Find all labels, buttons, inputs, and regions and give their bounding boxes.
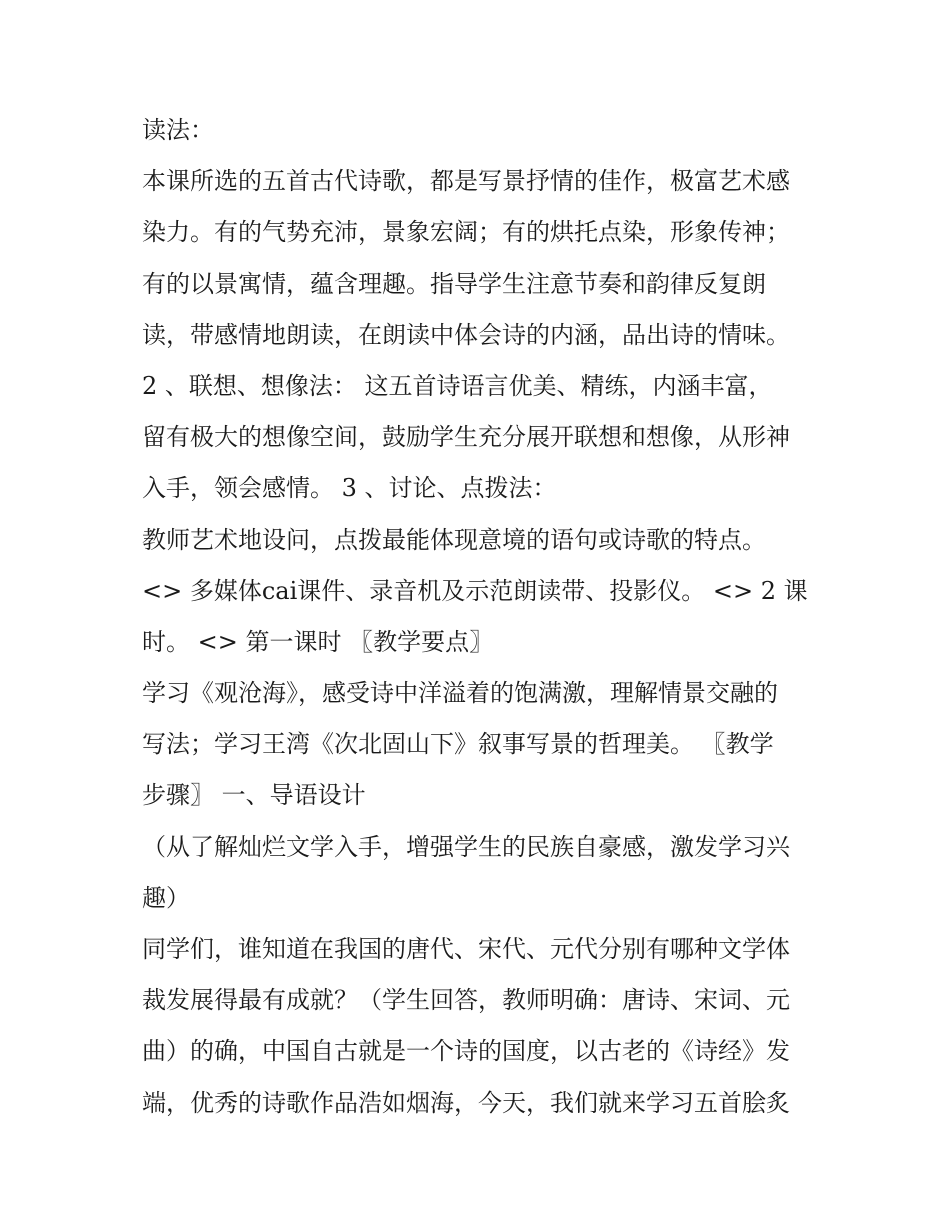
text-line: 本课所选的五首古代诗歌，都是写景抒情的佳作，极富艺术感 (142, 167, 790, 196)
text-line: （从了解灿烂文学入手，增强学生的民族自豪感，激发学习兴 (142, 832, 790, 861)
text-line: 读，带感情地朗读，在朗读中体会诗的内涵，品出诗的情味。 (142, 320, 790, 349)
text-line: 步骤〗 一、导语设计 (142, 781, 366, 810)
text-line: 读法： (142, 116, 214, 144)
text-line: 写法；学习王湾《次北固山下》叙事写景的哲理美。 〖教学 (142, 730, 774, 759)
text-line: 入手，领会感情。 3 、讨论、点拨法： (142, 474, 557, 503)
text-line: 时。 <> 第一课时 〖教学要点〗 (142, 627, 494, 656)
text-line: 同学们，谁知道在我国的唐代、宋代、元代分别有哪种文学体 (142, 935, 790, 963)
text-line: 教师艺术地设问，点拨最能体现意境的语句或诗歌的特点。 (142, 525, 766, 554)
document-body (142, 110, 822, 1134)
text-line: 端，优秀的诗歌作品浩如烟海，今天，我们就来学习五首脍炙 (142, 1088, 790, 1117)
text-line: 2 、联想、想像法： 这五首诗语言优美、精练，内涵丰富， (142, 371, 773, 400)
text-line: 留有极大的想像空间，鼓励学生充分展开联想和想像，从形神 (142, 423, 790, 452)
text-line: 有的以景寓情，蕴含理趣。指导学生注意节奏和韵律反复朗 (142, 269, 766, 298)
text-line: 曲）的确，中国自古就是一个诗的国度，以古老的《诗经》发 (142, 1037, 790, 1066)
text-line: 裁发展得最有成就？（学生回答，教师明确：唐诗、宋词、元 (142, 986, 790, 1015)
text-line: 趣） (142, 883, 190, 912)
text-line: <> 多媒体cai课件、录音机及示范朗读带、投影仪。 <> 2 课 (142, 576, 808, 605)
text-line: 学习《观沧海》，感受诗中洋溢着的饱满激，理解情景交融的 (142, 679, 778, 708)
text-line: 染力。有的气势充沛，景象宏阔；有的烘托点染，形象传神； (142, 218, 790, 247)
